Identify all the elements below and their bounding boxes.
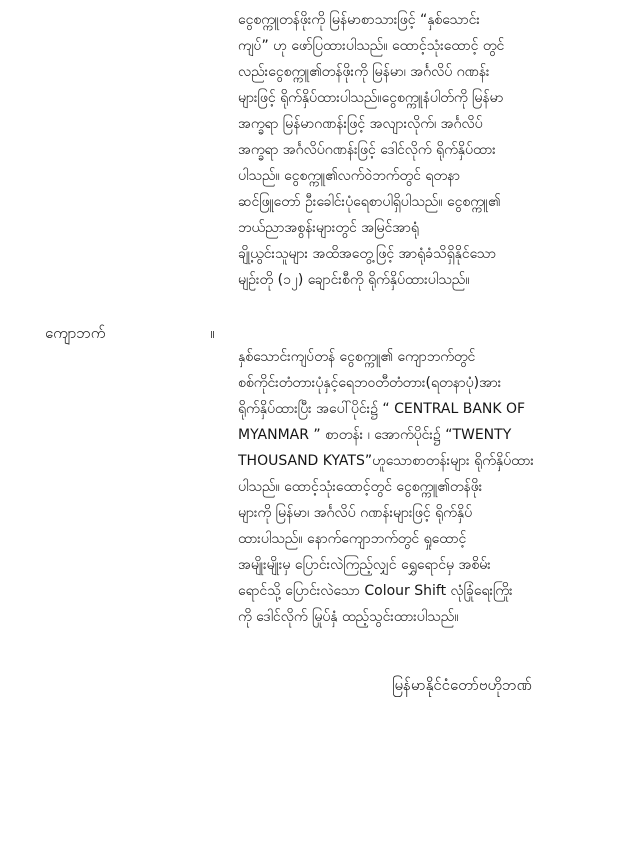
issuer-signature: မြန်မာနိုင်ငံတော်ဗဟိုဘဏ် (392, 676, 532, 694)
paragraph-line: MYANMAR ” စာတန်း ၊ အောက်ပိုင်း၌ “TWENTY (238, 427, 512, 443)
paragraph-line: အက္ခရာ မြန်မာဂဏန်းဖြင့် အလျားလိုက်၊ အင်္ဂလိပ် (238, 116, 483, 132)
paragraph-line: အမျိုးမျိုးမှ ပြောင်းလဲကြည့်လျှင် ရွှေရောင်မှ အစိမ်း (238, 557, 491, 573)
paragraph-line: ဘယ်ညာအစွန်းများတွင် အမြင်အာရုံ (238, 220, 419, 236)
paragraph-line: ကျပ်” ဟု ဖော်ပြထားပါသည်။ ထောင့်သုံးထောင့် တွင် (238, 38, 505, 54)
paragraph-line: ပါသည်။ ငွေစက္ကူ၏လက်ဝဲဘက်တွင် ရတနာ (238, 168, 460, 184)
paragraph-line: ကို ဒေါင်လိုက် မြုပ်နှံ ထည့်သွင်းထားပါသည်။ (238, 609, 459, 625)
paragraph-line: များဖြင့် ရိုက်နှိပ်ထားပါသည်။ငွေစက္ကူနံပါတ်ကို မြန်မာ (238, 90, 504, 106)
paragraph-line: စစ်ကိုင်းတံတားပုံနှင့်ရေဘဝတီတံတား(ရတနာပုံ)အား (238, 375, 502, 391)
paragraph-line: ပါသည်။ ထောင့်သုံးထောင့်တွင် ငွေစက္ကူ၏တန်ဖိုး (238, 479, 483, 495)
paragraph-line: အက္ခရာ အင်္ဂလိပ်ဂဏန်းဖြင့် ဒေါင်လိုက် ရိုက်နှိပ်ထား (238, 142, 496, 158)
paragraph-line: THOUSAND KYATS”ဟူသောစာတန်းများ ရိုက်နှိပ်ထား (238, 453, 534, 469)
paragraph-line: ထားပါသည်။ နောက်ကျောဘက်တွင် ရှုထောင့် (238, 531, 467, 547)
paragraph-line: ငွေစက္ကူတန်ဖိုးကို မြန်မာစာသားဖြင့် “နှစ်သောင်း (238, 12, 480, 28)
paragraph-line: မျဉ်းတို (၁၂) ချောင်းစီကို ရိုက်နှိပ်ထားပါသည်။ (238, 272, 470, 288)
section-label-reverse: ကျောဘက် (45, 324, 106, 342)
paragraph-line: ရိုက်နှိပ်ထားပြီး အပေါ်ပိုင်း၌ “ CENTRAL BANK OF (238, 401, 526, 417)
description-paragraph (238, 7, 590, 293)
paragraph-line: များကို မြန်မာ၊ အင်္ဂလိပ် ဂဏန်းများဖြင့် ရိုက်နှိပ် (238, 505, 473, 521)
paragraph-line: နှစ်သောင်းကျပ်တန် ငွေစက္ကူ၏ ကျောဘက်တွင် (238, 349, 476, 365)
reverse-paragraph (238, 344, 590, 630)
paragraph-line: ချို့ယွင်းသူများ အထိအတွေ့ဖြင့် အာရုံခံသိရှိနိုင်သော (238, 246, 496, 262)
paragraph-line: လည်းငွေစက္ကူ၏တန်ဖိုးကို မြန်မာ၊ အင်္ဂလိပ် ဂဏန်း (238, 64, 490, 80)
paragraph-line: ဆင်ဖြူတော် ဦးခေါင်းပုံရေစာပါရှိပါသည်။ ငွေစက္ကူ၏ (238, 194, 501, 210)
section-separator: ။ (210, 324, 215, 342)
paragraph-line: ရောင်သို့ ပြောင်းလဲသော Colour Shift လုံခြုံရေးကြိုး (238, 583, 513, 599)
